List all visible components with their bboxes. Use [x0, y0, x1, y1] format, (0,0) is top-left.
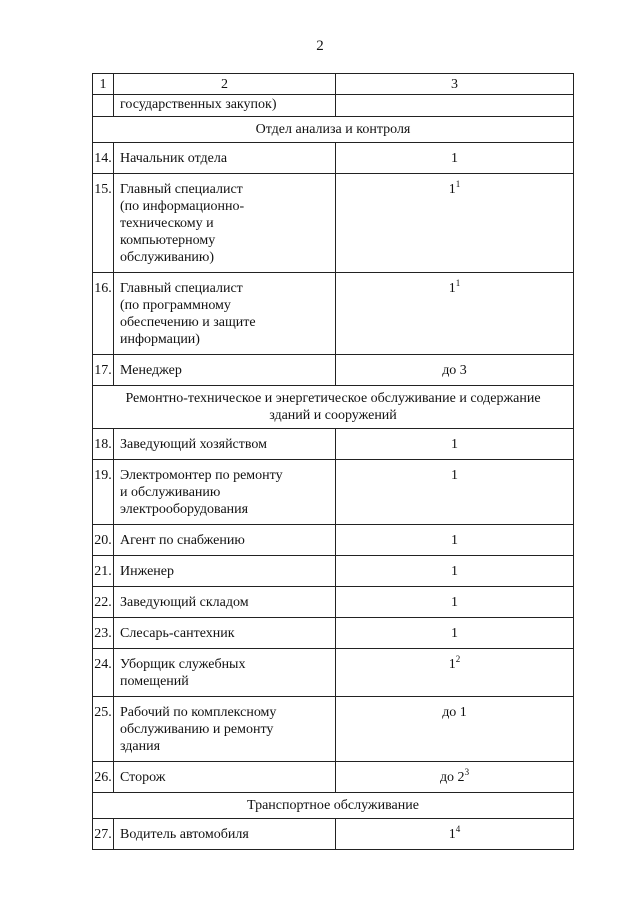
staff-count: $1^1$ [336, 273, 574, 355]
position-title: Начальник отдела [114, 143, 336, 174]
staff-count: 1 [336, 525, 574, 556]
continuation-text: государственных закупок) [114, 95, 336, 117]
section-title: Транспортное обслуживание [93, 793, 574, 819]
section-title: Ремонтно-техническое и энергетическое обслуживание и содержание зданий и сооружений [93, 386, 574, 429]
table-row [93, 819, 574, 850]
row-number: 22. [93, 587, 114, 618]
position-title: Менеджер [114, 355, 336, 386]
position-title: Уборщик служебных помещений [114, 649, 336, 697]
table-row [93, 649, 574, 697]
footnote-marker: 1 [455, 179, 461, 189]
table-row [93, 174, 574, 273]
position-title: Главный специалист (по информационно- техническому и компьютерному обслуживанию) [114, 174, 336, 273]
position-title: Заведующий хозяйством [114, 429, 336, 460]
table-row [93, 556, 574, 587]
table-row [93, 525, 574, 556]
staff-count: до 3 [336, 355, 574, 386]
staff-count: $1^1$ [336, 174, 574, 273]
position-title: Электромонтер по ремонту и обслуживанию электрооборудования [114, 460, 336, 525]
staff-table-body [93, 74, 574, 850]
position-title: Водитель автомобиля [114, 819, 336, 850]
staff-count: 1 [336, 429, 574, 460]
row-number: 15. [93, 174, 114, 273]
table-row [93, 355, 574, 386]
header-col-3: 3 [336, 74, 574, 95]
continuation-value-cell [336, 95, 574, 117]
row-number: 24. [93, 649, 114, 697]
page-number: 2 [316, 38, 324, 54]
table-row [93, 143, 574, 174]
position-title: Инженер [114, 556, 336, 587]
section-row [93, 793, 574, 819]
table-row [93, 762, 574, 793]
table-row [93, 697, 574, 762]
staff-count: 1 [336, 143, 574, 174]
continuation-num-cell [93, 95, 114, 117]
row-number: 18. [93, 429, 114, 460]
staff-count: 1 [336, 618, 574, 649]
footnote-marker: 3 [464, 767, 470, 777]
position-title: Заведующий складом [114, 587, 336, 618]
table-row [93, 618, 574, 649]
staff-count: $1^2$ [336, 649, 574, 697]
section-row [93, 386, 574, 429]
row-number: 14. [93, 143, 114, 174]
header-col-2: 2 [114, 74, 336, 95]
table-header-row [93, 74, 574, 95]
row-number: 25. [93, 697, 114, 762]
header-col-1: 1 [93, 74, 114, 95]
position-title: Главный специалист (по программному обеспечению и защите информации) [114, 273, 336, 355]
row-number: 23. [93, 618, 114, 649]
staff-count: до $2^3$ [336, 762, 574, 793]
position-title: Сторож [114, 762, 336, 793]
row-number: 27. [93, 819, 114, 850]
staff-count: 1 [336, 556, 574, 587]
table-row [93, 273, 574, 355]
table-row [93, 460, 574, 525]
footnote-marker: 4 [455, 824, 461, 834]
table-row [93, 429, 574, 460]
position-title: Слесарь-сантехник [114, 618, 336, 649]
table-row [93, 587, 574, 618]
section-row [93, 117, 574, 143]
row-number: 26. [93, 762, 114, 793]
staff-count: $1^4$ [336, 819, 574, 850]
row-number: 17. [93, 355, 114, 386]
continuation-row [93, 95, 574, 117]
row-number: 20. [93, 525, 114, 556]
position-title: Агент по снабжению [114, 525, 336, 556]
footnote-marker: 1 [455, 278, 461, 288]
position-title: Рабочий по комплексному обслуживанию и ремонту здания [114, 697, 336, 762]
row-number: 19. [93, 460, 114, 525]
staff-table [92, 73, 574, 850]
row-number: 16. [93, 273, 114, 355]
row-number: 21. [93, 556, 114, 587]
staff-count: до 1 [336, 697, 574, 762]
footnote-marker: 2 [455, 654, 461, 664]
section-title: Отдел анализа и контроля [93, 117, 574, 143]
staff-count: 1 [336, 460, 574, 525]
staff-count: 1 [336, 587, 574, 618]
